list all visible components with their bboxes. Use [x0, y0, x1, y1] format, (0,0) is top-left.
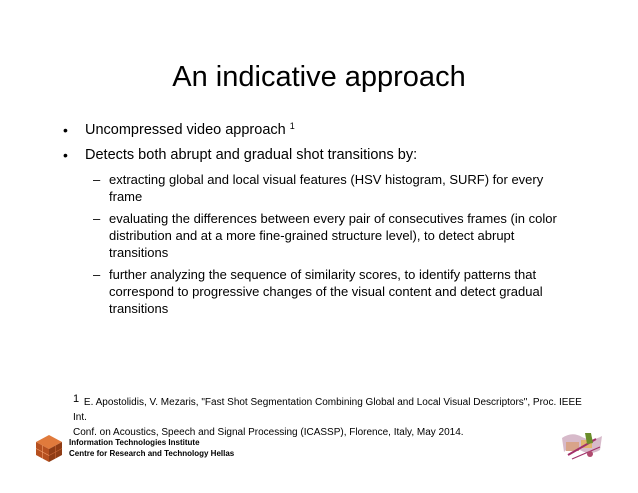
partner-logo-icon: [560, 428, 604, 464]
sub-bullet-item: – evaluating the differences between every pair of consecutives frames (in color distribution and at a more fine-grained structure level), to detect abrupt transitions: [93, 210, 564, 261]
sub-bullet-item: – extracting global and local visual features (HSV histogram, SURF) for every frame: [93, 171, 564, 205]
footnote-number: 1: [73, 393, 80, 405]
org-line-2: Centre for Research and Technology Hellas: [69, 449, 235, 458]
bullet-text: Detects both abrupt and gradual shot transitions by:: [85, 147, 418, 163]
organization-name: [69, 437, 234, 459]
bullet-list: [63, 121, 583, 322]
sub-bullet-item: – further analyzing the sequence of similarity scores, to identify patterns that correspond to progressive changes of the visual content and detect gradual transitions: [93, 266, 564, 317]
bullet-text: Uncompressed video approach: [85, 122, 286, 138]
slide-title: An indicative approach: [172, 61, 466, 93]
bullet-item: [63, 146, 583, 164]
org-line-1: Information Technologies Institute: [69, 438, 200, 447]
footnote-line-2: Conf. on Acoustics, Speech and Signal Processing (ICASSP), Florence, Italy, May 2014.: [73, 427, 464, 438]
footnote-ref: 1: [289, 121, 295, 131]
footnote: [73, 392, 593, 440]
bullet-item: [63, 121, 583, 139]
iti-cube-logo-icon: [34, 433, 64, 463]
footnote-line-1: E. Apostolidis, V. Mezaris, "Fast Shot Segmentation Combining Global and Local Visual Descriptors", Proc. IEEE Int.: [73, 397, 582, 423]
